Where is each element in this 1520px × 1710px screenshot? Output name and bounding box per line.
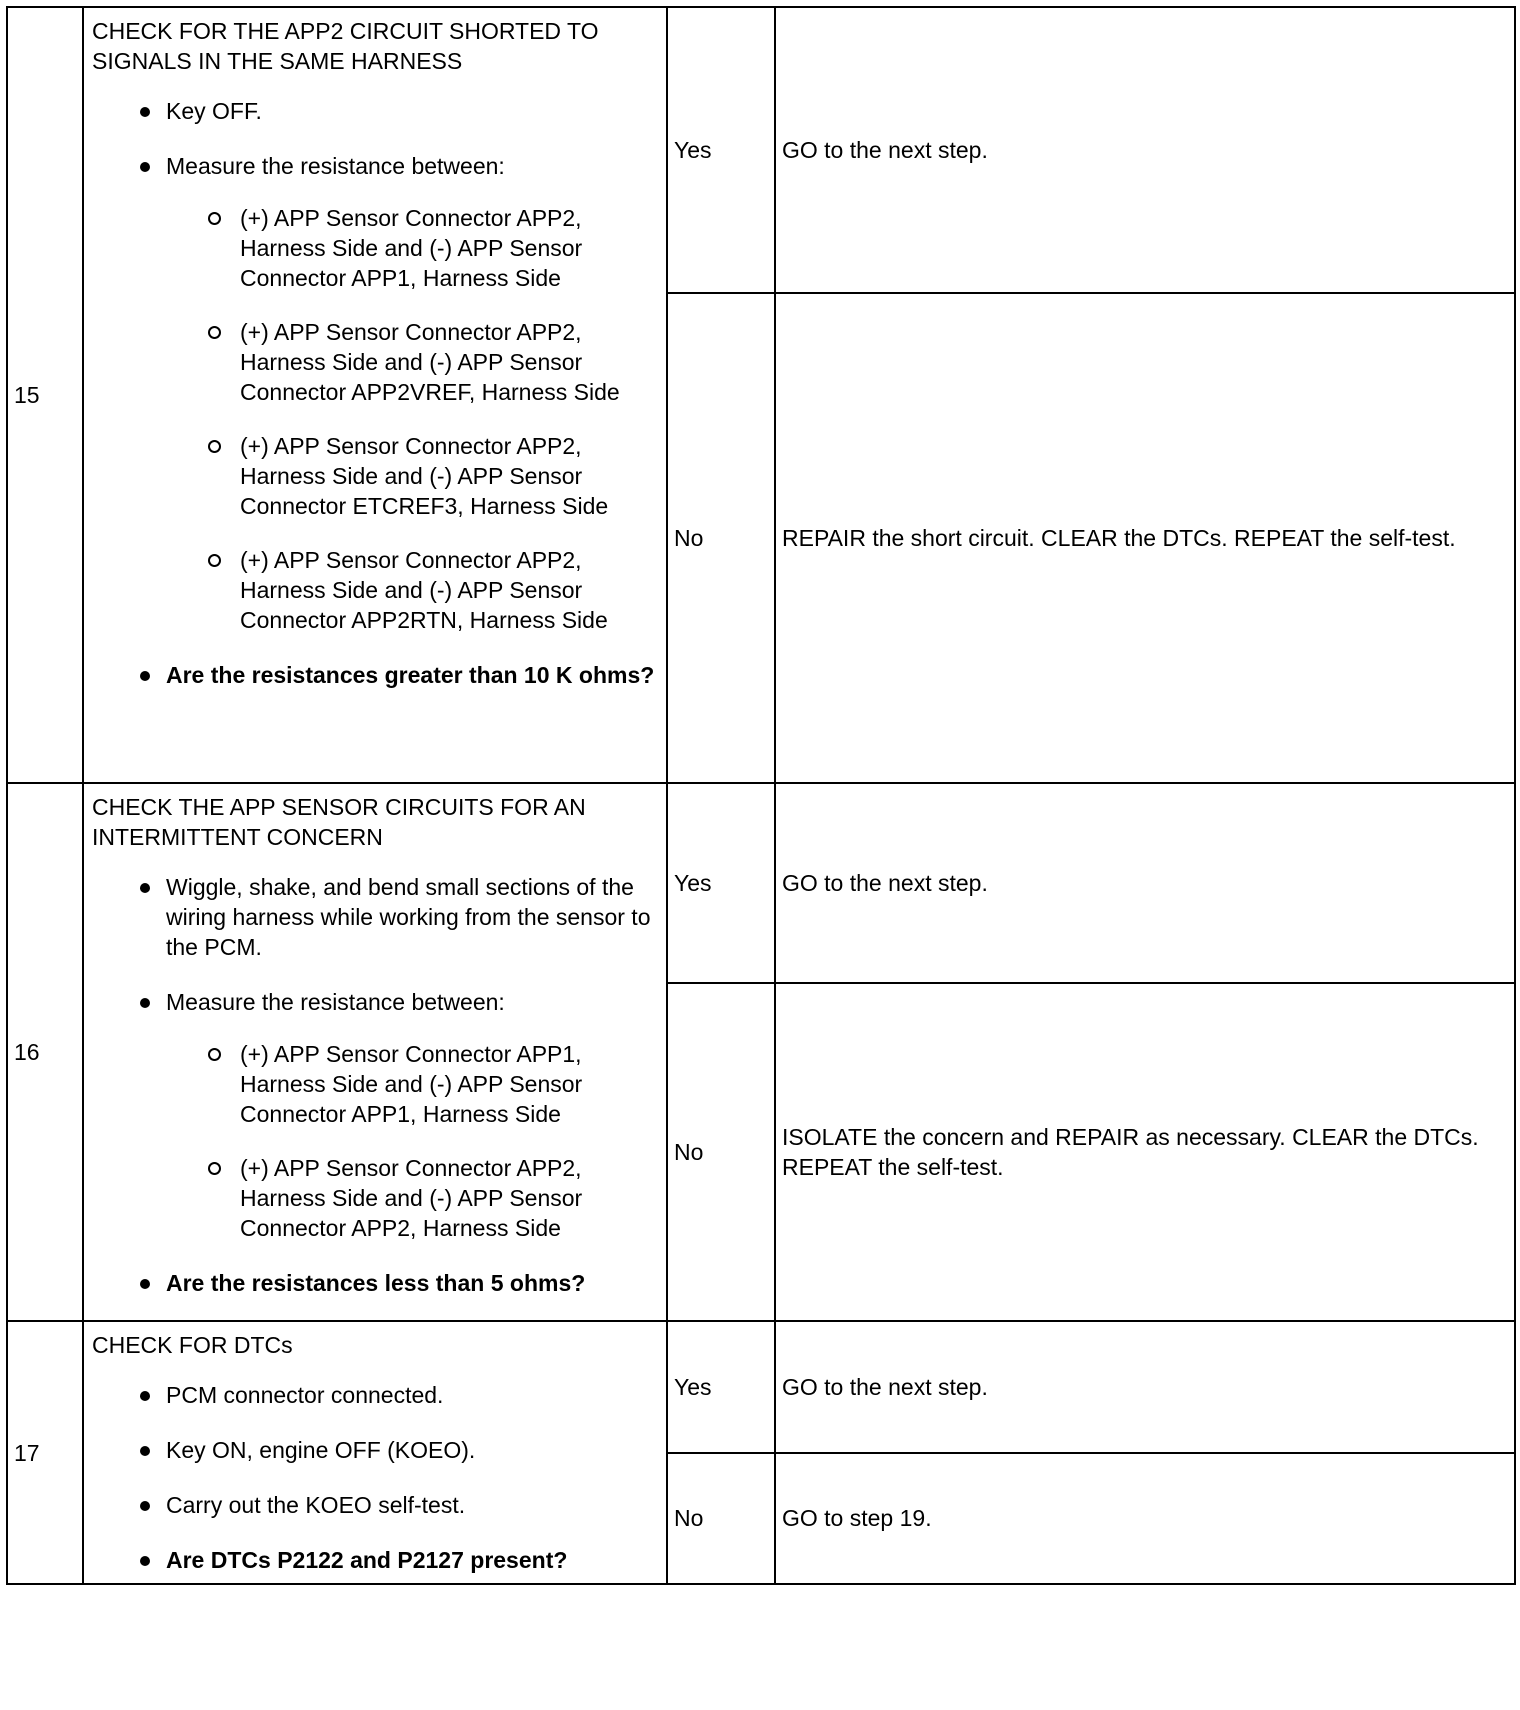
test-cell bbox=[83, 783, 667, 1321]
step-number: 16 bbox=[7, 783, 83, 1321]
answer-yes: Yes bbox=[667, 783, 775, 983]
action-yes: GO to the next step. bbox=[775, 1321, 1515, 1453]
test-cell bbox=[83, 7, 667, 783]
sub-instruction-item: (+) APP Sensor Connector APP2, Harness Side and (-) APP Sensor Connector APP1, Harness Side bbox=[206, 203, 658, 293]
sub-instruction-item: (+) APP Sensor Connector APP2, Harness Side and (-) APP Sensor Connector ETCREF3, Harness Side bbox=[206, 431, 658, 521]
action-yes: GO to the next step. bbox=[775, 7, 1515, 293]
step-16-yes-row bbox=[7, 783, 1515, 983]
instruction-list bbox=[92, 1380, 658, 1575]
instruction-text: Measure the resistance between: bbox=[166, 153, 505, 179]
test-cell bbox=[83, 1321, 667, 1584]
answer-no: No bbox=[667, 1453, 775, 1585]
answer-no: No bbox=[667, 983, 775, 1321]
sub-instruction-item: (+) APP Sensor Connector APP2, Harness Side and (-) APP Sensor Connector APP2RTN, Harness Side bbox=[206, 545, 658, 635]
question-item: Are the resistances less than 5 ohms? bbox=[140, 1268, 658, 1298]
action-no: GO to step 19. bbox=[775, 1453, 1515, 1585]
action-no: REPAIR the short circuit. CLEAR the DTCs. REPEAT the self-test. bbox=[775, 293, 1515, 783]
action-yes: GO to the next step. bbox=[775, 783, 1515, 983]
question-item: Are DTCs P2122 and P2127 present? bbox=[140, 1545, 658, 1575]
step-title: CHECK THE APP SENSOR CIRCUITS FOR AN INTERMITTENT CONCERN bbox=[92, 794, 586, 850]
instruction-list bbox=[92, 96, 658, 690]
question-item: Are the resistances greater than 10 K ohms? bbox=[140, 660, 658, 690]
step-17-yes-row bbox=[7, 1321, 1515, 1453]
answer-yes: Yes bbox=[667, 1321, 775, 1453]
diagnostic-table bbox=[6, 6, 1516, 1585]
answer-no: No bbox=[667, 293, 775, 783]
step-title: CHECK FOR THE APP2 CIRCUIT SHORTED TO SIGNALS IN THE SAME HARNESS bbox=[92, 18, 599, 74]
instruction-item: Wiggle, shake, and bend small sections of the wiring harness while working from the sensor to the PCM. bbox=[140, 872, 658, 962]
instruction-item: Key OFF. bbox=[140, 96, 658, 126]
sub-instruction-list bbox=[166, 203, 658, 635]
sub-instruction-item: (+) APP Sensor Connector APP2, Harness Side and (-) APP Sensor Connector APP2VREF, Harness Side bbox=[206, 317, 658, 407]
sub-instruction-list bbox=[166, 1039, 658, 1243]
instruction-item bbox=[140, 151, 658, 635]
action-no: ISOLATE the concern and REPAIR as necessary. CLEAR the DTCs. REPEAT the self-test. bbox=[775, 983, 1515, 1321]
sub-instruction-item: (+) APP Sensor Connector APP1, Harness Side and (-) APP Sensor Connector APP1, Harness Side bbox=[206, 1039, 658, 1129]
instruction-item bbox=[140, 987, 658, 1243]
step-number: 15 bbox=[7, 7, 83, 783]
step-15-yes-row bbox=[7, 7, 1515, 293]
sub-instruction-item: (+) APP Sensor Connector APP2, Harness Side and (-) APP Sensor Connector APP2, Harness Side bbox=[206, 1153, 658, 1243]
instruction-list bbox=[92, 872, 658, 1298]
step-number: 17 bbox=[7, 1321, 83, 1584]
instruction-text: Measure the resistance between: bbox=[166, 989, 505, 1015]
instruction-item: PCM connector connected. bbox=[140, 1380, 658, 1410]
instruction-item: Carry out the KOEO self-test. bbox=[140, 1490, 658, 1520]
step-title: CHECK FOR DTCs bbox=[92, 1332, 293, 1358]
answer-yes: Yes bbox=[667, 7, 775, 293]
instruction-item: Key ON, engine OFF (KOEO). bbox=[140, 1435, 658, 1465]
